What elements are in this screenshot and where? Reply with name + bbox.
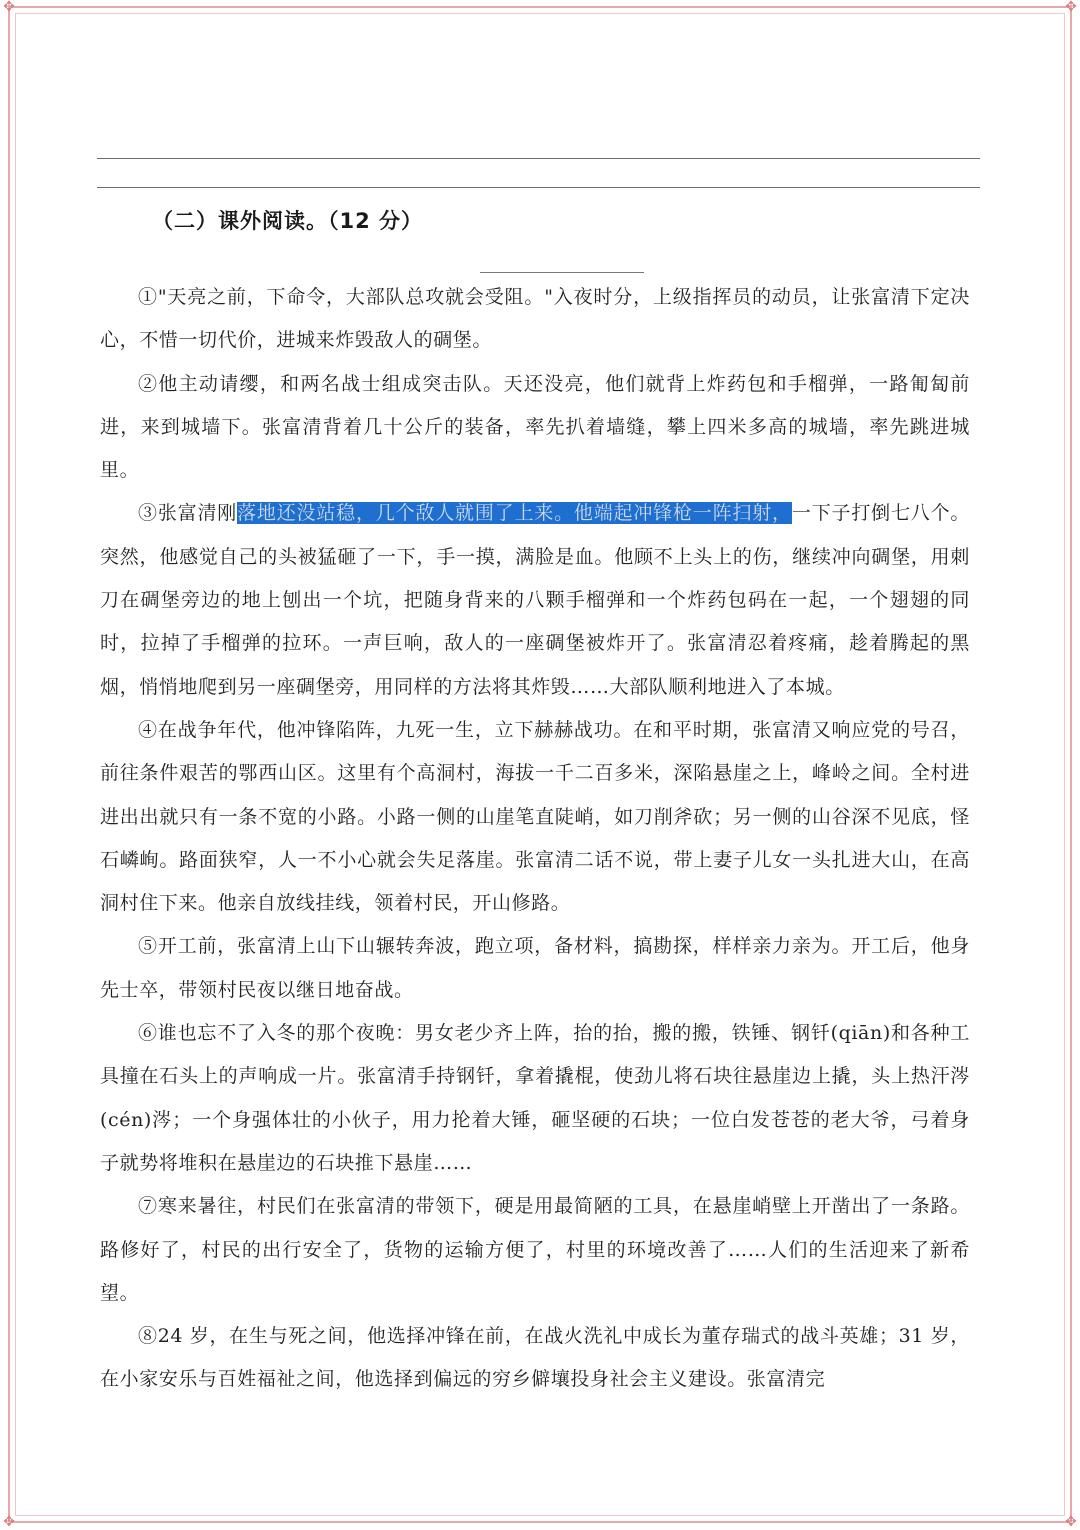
section-title: （二）课外阅读。（12 分） [152,209,424,233]
paragraph-7: ⑦寒来暑往，村民们在张富清的带领下，硬是用最简陋的工具，在悬崖峭壁上开凿出了一条路。路修好了，村民的出行安全了，货物的运输方便了，村里的环境改善了……人们的生活迎来了新希望。 [100,1195,970,1304]
paragraph-3-rest: 一下子打倒七八个。突然，他感觉自己的头被猛砸了一下，手一摸，满脸是血。他顾不上头上的伤，继续冲向碉堡，用刺刀在碉堡旁边的地上刨出一个坑，把随身背来的八颗手榴弹和一个炸药包码在一起，一个翅翅的同时，拉掉了手榴弹的拉环。一声巨响，敌人的一座碉堡被炸开了。张富清忍着疼痛，趁着腾起的黑烟，悄悄地爬到另一座碉堡旁，用同样的方法将其炸毁……大部队顺利地进入了本城。 [100,502,970,698]
paragraph-1: ①"天亮之前，下命令，大部队总攻就会受阻。"入夜时分，上级指挥员的动员，让张富清下定决心，不惜一切代价，进城来炸毁敌人的碉堡。 [100,286,970,352]
title-blank-line [480,272,644,273]
reading-passage [100,276,970,1402]
highlighted-sentence: 落地还没站稳，几个敌人就围了上来。他端起冲锋枪一阵扫射， [237,502,792,525]
corner-ornament-icon: ✥ [1065,1514,1077,1530]
paragraph-3-start: ③张富清刚 [138,502,238,525]
paragraph-2: ②他主动请缨，和两名战士组成突击队。天还没亮，他们就背上炸药包和手榴弹，一路匍匐前进，来到城墙下。张富清背着几十公斤的装备，率先扒着墙缝，攀上四米多高的城墙，率先跳进城里。 [100,372,970,482]
answer-line [97,187,980,188]
corner-ornament-icon: ✥ [3,1514,15,1530]
paragraph-6: ⑥谁也忘不了入冬的那个夜晚：男女老少齐上阵，抬的抬，搬的搬，铁锤、钢钎(qiān)和各种工具撞在石头上的声响成一片。张富清手持钢钎，拿着撬棍，使劲儿将石块往悬崖边上撬，头上热汗涔(cén)涔；一个身强体壮的小伙子，用力抡着大锤，砸坚硬的石块；一位白发苍苍的老大爷，弓着身子就势将堆积在悬崖边的石块推下悬崖…… [100,1022,970,1174]
paragraph-8: ⑧24 岁，在生与死之间，他选择冲锋在前，在战火洗礼中成长为董存瑞式的战斗英雄；31 岁，在小家安乐与百姓福祉之间，他选择到偏远的穷乡僻壤投身社会主义建设。张富清完 [100,1325,970,1391]
paragraph-5: ⑤开工前，张富清上山下山辗转奔波，跑立项，备材料，搞勘探，样样亲力亲为。开工后，他身先士卒，带领村民夜以继日地奋战。 [100,935,970,1001]
answer-line [97,158,980,159]
paragraph-4: ④在战争年代，他冲锋陷阵，九死一生，立下赫赫战功。在和平时期，张富清又响应党的号召，前往条件艰苦的鄂西山区。这里有个高洞村，海拔一千二百多米，深陷悬崖之上，峰岭之间。全村进进出出就只有一条不宽的小路。小路一侧的山崖笔直陡峭，如刀削斧砍；另一侧的山谷深不见底，怪石嶙峋。路面狭窄，人一不小心就会失足落崖。张富清二话不说，带上妻子儿女一头扎进大山，在高洞村住下来。他亲自放线挂线，领着村民，开山修路。 [100,718,970,915]
paragraph-3 [100,492,970,708]
corner-ornament-icon: ✥ [1065,0,1077,15]
corner-ornament-icon: ✥ [3,0,15,15]
